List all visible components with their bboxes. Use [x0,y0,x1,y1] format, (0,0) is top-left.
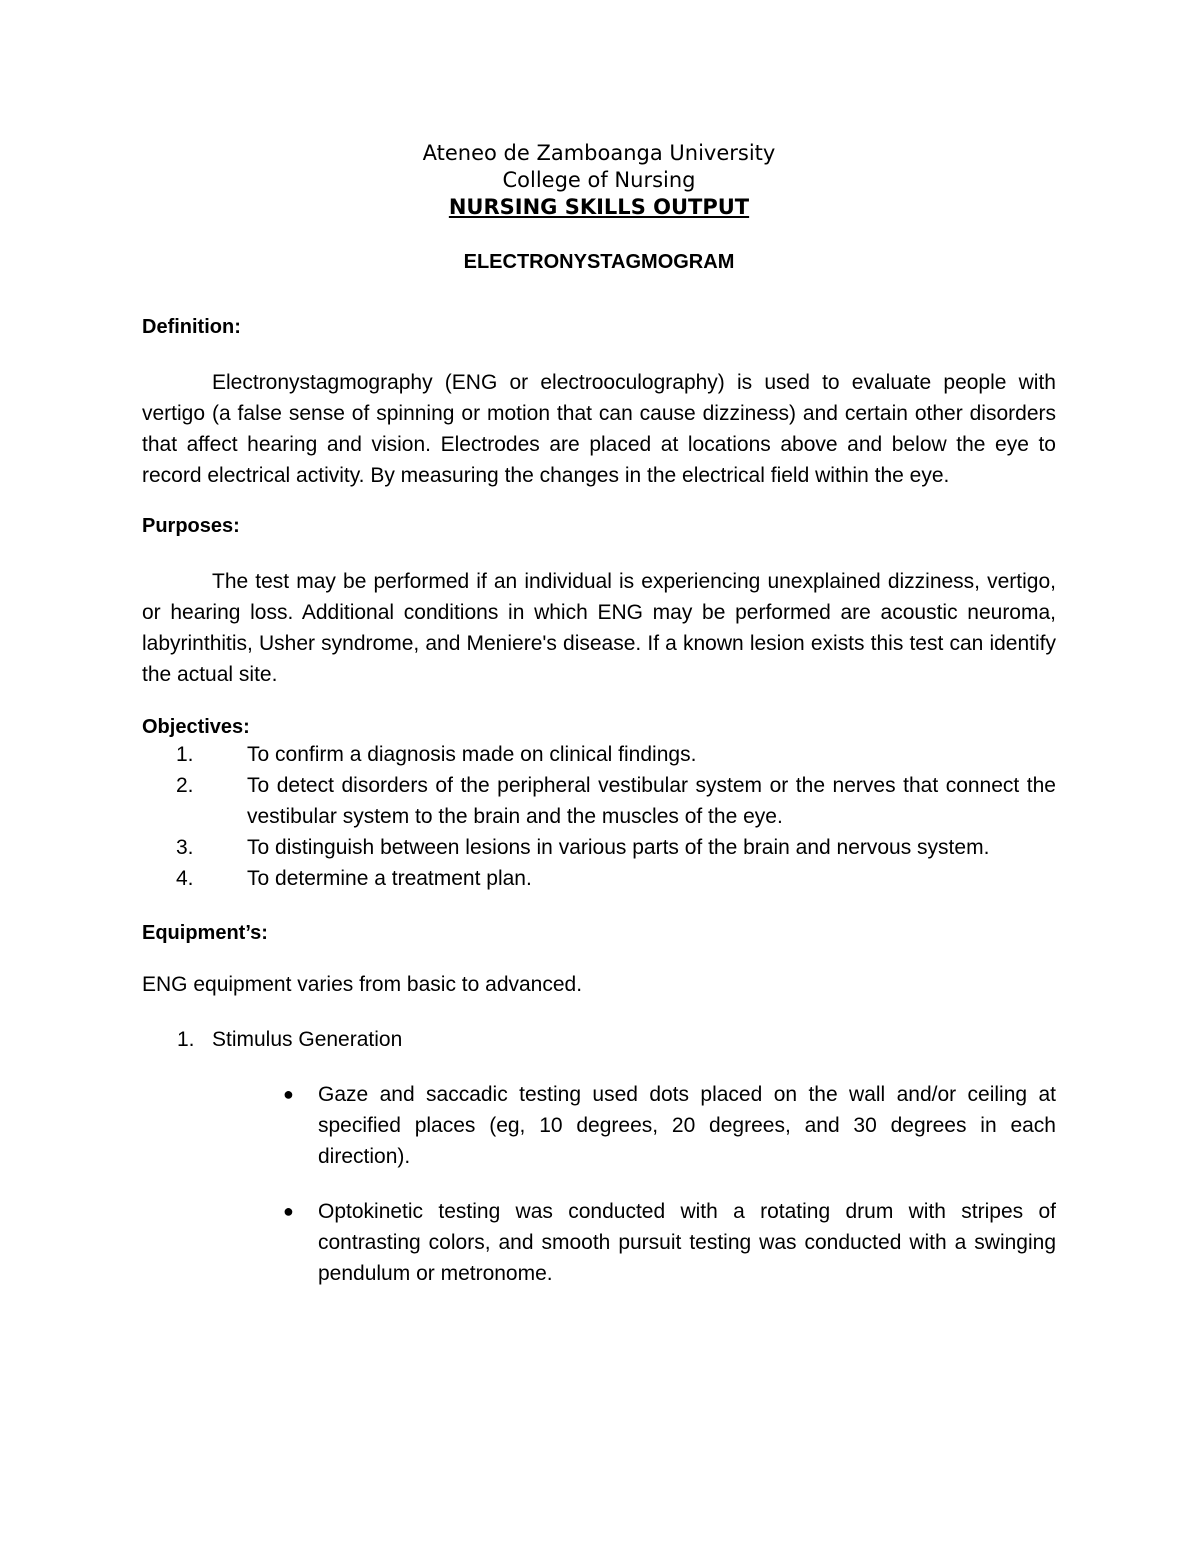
definition-text: Electronystagmography (ENG or electrooculography) is used to evaluate people with vertigo (a false sense of spinning or motion that can cause dizziness) and certain other disorders that affect hearing and vision. Electrodes are placed at locations above and below the eye to record electrical activity. By measuring the changes in the electrical field within the eye. [142,371,1056,487]
bullet-icon: ● [283,1201,294,1221]
objectives-heading: Objectives: [142,716,250,738]
college-name: College of Nursing [502,168,696,192]
list-text: Stimulus Generation [212,1028,403,1051]
list-item [142,863,1056,894]
list-number: 4. [176,867,194,890]
list-number: 1. [177,1028,195,1051]
bullet-text: Optokinetic testing was conducted with a rotating drum with stripes of contrasting colors, and smooth pursuit testing was conducted with a swinging pendulum or metronome. [318,1200,1056,1285]
list-text: To confirm a diagnosis made on clinical findings. [247,743,697,766]
document-title: ELECTRONYSTAGMOGRAM [463,251,735,273]
list-number: 1. [176,743,194,766]
definition-heading: Definition: [142,316,241,338]
bullet-item [142,1196,1056,1289]
list-item [142,832,1056,863]
purposes-text: The test may be performed if an individual is experiencing unexplained dizziness, vertigo, or hearing loss. Additional conditions in which ENG may be performed are acoustic neuroma, labyrinthitis, Usher syndrome, and Meniere's disease. If a known lesion exists this test can identify the actual site. [142,570,1056,686]
list-number: 3. [176,836,194,859]
purposes-heading: Purposes: [142,515,240,537]
list-number: 2. [176,774,194,797]
university-name: Ateneo de Zamboanga University [422,141,776,165]
document-header [142,140,1056,221]
list-text: To determine a treatment plan. [247,867,532,890]
list-text: To detect disorders of the peripheral vestibular system or the nerves that connect the vestibular system to the brain and the muscles of the eye. [247,774,1056,828]
output-title: NURSING SKILLS OUTPUT [448,195,750,219]
list-item [142,770,1056,832]
stimulus-bullets [142,1079,1056,1289]
equipment-heading: Equipment’s: [142,922,268,944]
list-text: To distinguish between lesions in various parts of the brain and nervous system. [247,836,990,859]
equipment-list [142,1024,1056,1055]
bullet-text: Gaze and saccadic testing used dots placed on the wall and/or ceiling at specified places (eg, 10 degrees, 20 degrees, and 30 degrees in each direction). [318,1083,1056,1168]
list-item [142,739,1056,770]
document-content [142,140,1056,1313]
objectives-list [142,739,1056,894]
bullet-item [142,1079,1056,1172]
list-item [142,1024,1056,1055]
bullet-icon: ● [283,1084,294,1104]
equipment-intro: ENG equipment varies from basic to advanced. [142,973,583,996]
